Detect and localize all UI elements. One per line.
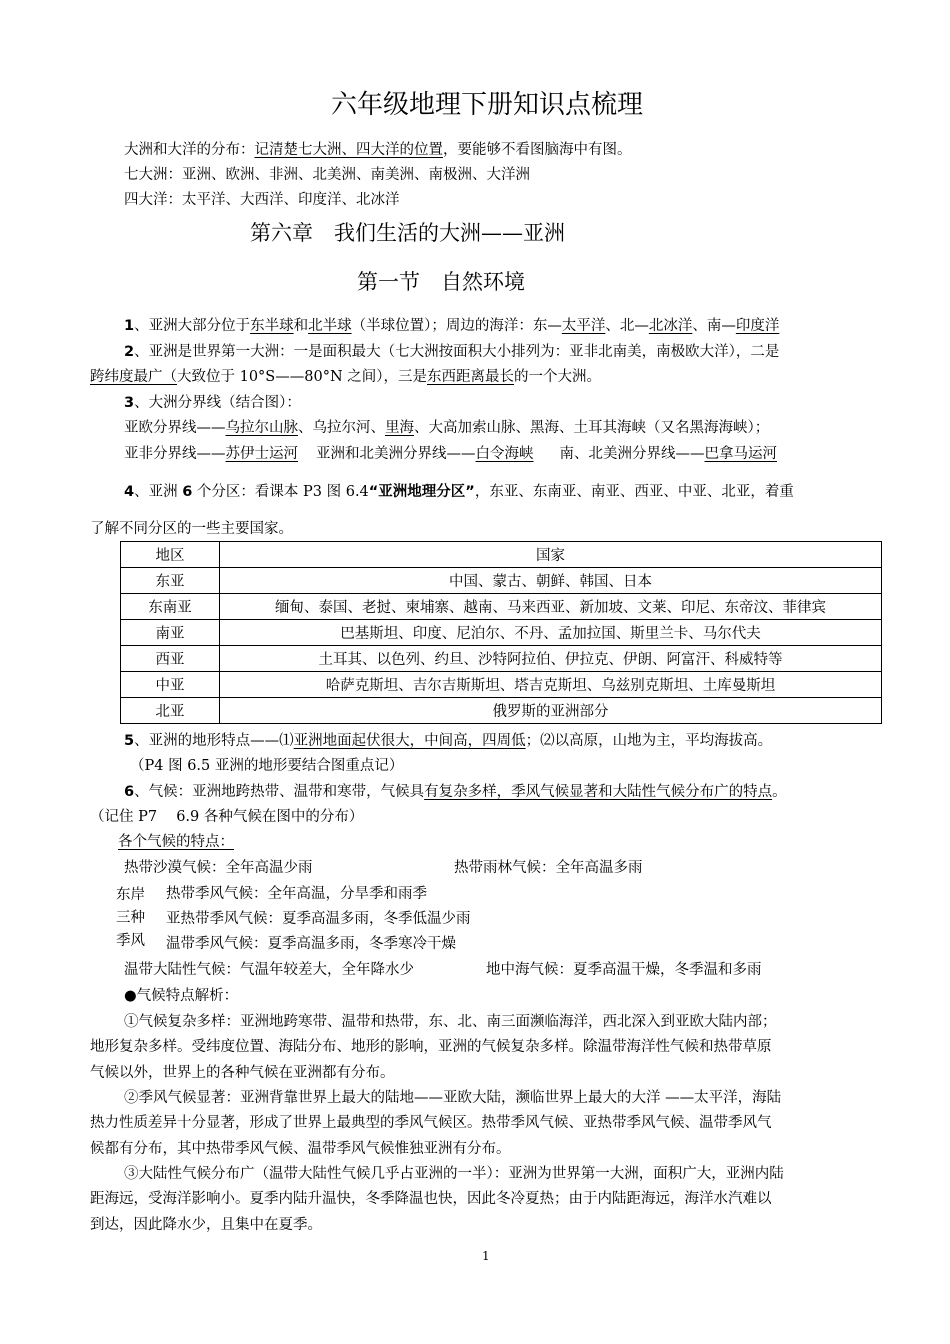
point-number: 4 — [124, 484, 135, 500]
text: ；⑵以高原，山地为主，平均海拔高。 — [525, 733, 773, 749]
page-number: 1 — [482, 1249, 490, 1263]
climate-heading: 各个气候的特点： — [118, 834, 234, 850]
text: 和 — [293, 318, 309, 334]
point-2-cont — [90, 367, 601, 387]
climate-continental: 温带大陆性气候：气温年较差大，全年降水少 — [124, 962, 414, 978]
underlined: 里海 — [385, 420, 414, 436]
analysis-2-cont: 热力性质差异十分显著，形成了世界上最典型的季风气候区。热带季风气候、亚热带季风气候、温带季风气 — [90, 1115, 772, 1131]
table-header-cell: 地区 — [121, 542, 220, 568]
table-row — [121, 698, 882, 724]
bold-text: “亚洲地理分区” — [368, 484, 475, 500]
climate-monsoon-temperate: 温带季风气候：夏季高温多雨，冬季寒冷干燥 — [166, 936, 456, 952]
intro-text: 大洲和大洋的分布： — [124, 142, 255, 158]
section-heading: 第一节 自然环境 — [357, 270, 525, 294]
monsoon-side-label — [116, 884, 145, 953]
point-number: 2 — [124, 344, 135, 360]
intro-line-1 — [124, 140, 632, 160]
climate-mediterranean: 地中海气候：夏季高温干燥，冬季温和多雨 — [486, 962, 762, 978]
table-cell-region: 东亚 — [121, 568, 220, 594]
point-6-cont: （记住 P7 6.9 各种气候在图中的分布） — [90, 809, 364, 825]
bold-number: 6 — [182, 484, 193, 500]
table-cell-countries: 巴基斯坦、印度、尼泊尔、不丹、孟加拉国、斯里兰卡、马尔代夫 — [220, 620, 882, 646]
table-cell-countries: 俄罗斯的亚洲部分 — [220, 698, 882, 724]
text: 、大洲分界线（结合图）： — [134, 395, 301, 411]
table-row — [121, 646, 882, 672]
point-4 — [124, 482, 794, 502]
analysis-1-cont: 气候以外，世界上的各种气候在亚洲都有分布。 — [90, 1065, 395, 1081]
text: 、亚洲 — [134, 484, 183, 500]
regions-table — [120, 541, 882, 724]
climate-tropical-desert: 热带沙漠气候：全年高温少雨 — [124, 860, 313, 876]
analysis-title: ●气候特点解析： — [124, 988, 239, 1004]
analysis-1-cont: 地形复杂多样。受纬度位置、海陆分布、地形的影响，亚洲的气候复杂多样。除温带海洋性气候和热带草原 — [90, 1039, 772, 1055]
underlined: 东西距离最长 — [427, 369, 514, 385]
underlined: 乌拉尔山脉 — [225, 420, 298, 436]
underlined: 白令海峡 — [475, 446, 534, 462]
underlined: 北冰洋 — [648, 318, 693, 334]
point-3-line-2 — [124, 444, 777, 464]
text: 、亚洲大部分位于 — [134, 318, 251, 334]
table-cell-countries: 中国、蒙古、朝鲜、韩国、日本 — [220, 568, 882, 594]
page-title: 六年级地理下册知识点梳理 — [331, 90, 644, 120]
table-cell-countries: 土耳其、以色列、约旦、沙特阿拉伯、伊拉克、伊朗、阿富汗、科威特等 — [220, 646, 882, 672]
text: 、气候：亚洲地跨热带、温带和寒带，气候具 — [134, 784, 425, 800]
text: 、大高加索山脉、黑海、土耳其海峡（又名黑海海峡）； — [414, 420, 770, 436]
underlined: 苏伊士运河 — [225, 446, 298, 462]
table-row — [121, 568, 882, 594]
text: 南、北美洲分界线—— — [559, 446, 705, 462]
point-4-cont: 了解不同分区的一些主要国家。 — [90, 521, 293, 537]
analysis-2-cont: 候都有分布，其中热带季风气候、温带季风气候惟独亚洲有分布。 — [90, 1141, 511, 1157]
point-6 — [124, 782, 787, 802]
table-row — [121, 620, 882, 646]
table-cell-region: 东南亚 — [121, 594, 220, 620]
text: 。 — [772, 784, 787, 800]
text: 、南— — [692, 318, 736, 334]
intro-underlined: 记清楚七大洲、四大洋的位置 — [254, 142, 443, 158]
text: 、乌拉尔河、 — [298, 420, 385, 436]
text: 亚洲和北美洲分界线—— — [316, 446, 476, 462]
underlined: 北半球 — [308, 318, 352, 334]
point-5-cont: （P4 图 6.5 亚洲的地形要结合图重点记） — [130, 758, 404, 774]
intro-line-2: 七大洲：亚洲、欧洲、非洲、北美洲、南美洲、南极洲、大洋洲 — [124, 167, 530, 183]
underlined: 有复杂多样，季风气候显著和大陆性气候分布广的特点 — [424, 784, 773, 800]
underlined: 跨纬度最广（ — [90, 369, 177, 385]
table-row — [121, 672, 882, 698]
point-3-line-1 — [124, 418, 769, 438]
underlined: 东半球 — [250, 318, 294, 334]
point-3 — [124, 393, 301, 413]
underlined: 太平洋 — [561, 318, 606, 334]
analysis-1: ①气候复杂多样：亚洲地跨寒带、温带和热带，东、北、南三面濒临海洋，西北深入到亚欧大陆内部； — [124, 1014, 777, 1030]
table-header-row — [121, 542, 882, 568]
table-cell-region: 北亚 — [121, 698, 220, 724]
intro-line-3: 四大洋：太平洋、大西洋、印度洋、北冰洋 — [124, 192, 400, 208]
text: 个分区：看课本 P3 图 6.4 — [192, 484, 369, 500]
point-number: 1 — [124, 318, 135, 334]
side-label-line: 季风 — [116, 933, 145, 949]
climate-tropical-rainforest: 热带雨林气候：全年高温多雨 — [454, 860, 643, 876]
climate-monsoon-subtropical: 亚热带季风气候：夏季高温多雨，冬季低温少雨 — [166, 911, 471, 927]
analysis-3-cont: 距海远，受海洋影响小。夏季内陆升温快，冬季降温也快，因此冬冷夏热；由于内陆距海远，海洋水汽难以 — [90, 1191, 772, 1207]
point-1 — [124, 316, 779, 336]
side-label-line: 三种 — [116, 910, 145, 926]
text: 的一个大洲。 — [514, 369, 601, 385]
text: （半球位置）；周边的海洋：东— — [351, 318, 562, 334]
table-cell-countries: 缅甸、泰国、老挝、柬埔寨、越南、马来西亚、新加坡、文莱、印尼、东帝汶、菲律宾 — [220, 594, 882, 620]
point-5 — [124, 731, 772, 751]
text: 、亚洲的地形特点——⑴ — [134, 733, 294, 749]
text: 亚非分界线—— — [124, 446, 226, 462]
underlined: 巴拿马运河 — [704, 446, 777, 462]
table-cell-region: 中亚 — [121, 672, 220, 698]
analysis-2: ②季风气候显著：亚洲背靠世界上最大的陆地——亚欧大陆，濒临世界上最大的大洋 ——太平洋，海陆 — [124, 1090, 782, 1106]
chapter-heading: 第六章 我们生活的大洲——亚洲 — [250, 221, 565, 245]
text: 亚欧分界线—— — [124, 420, 226, 436]
underlined: 印度洋 — [735, 318, 780, 334]
table-cell-countries: 哈萨克斯坦、吉尔吉斯斯坦、塔吉克斯坦、乌兹别克斯坦、土库曼斯坦 — [220, 672, 882, 698]
text: 、亚洲是世界第一大洲：一是面积最大（七大洲按面积大小排列为：亚非北南美，南极欧大洋），二是 — [134, 344, 780, 360]
underlined: 亚洲地面起伏很大，中间高，四周低 — [293, 733, 526, 749]
text: ，东亚、东南亚、南亚、西亚、中亚、北亚，着重 — [474, 484, 794, 500]
table-row — [121, 594, 882, 620]
analysis-3-cont: 到达，因此降水少，且集中在夏季。 — [90, 1217, 322, 1233]
point-number: 6 — [124, 784, 135, 800]
table-cell-region: 南亚 — [121, 620, 220, 646]
text: 大致位于 10°S——80°N 之间），三是 — [177, 369, 427, 385]
side-label-line: 东岸 — [116, 887, 145, 903]
intro-text: ，要能够不看图脑海中有图。 — [443, 142, 632, 158]
point-number: 5 — [124, 733, 135, 749]
text: 、北— — [605, 318, 649, 334]
point-2 — [124, 342, 779, 362]
climate-monsoon-tropical: 热带季风气候：全年高温，分旱季和雨季 — [166, 886, 427, 902]
table-cell-region: 西亚 — [121, 646, 220, 672]
point-number: 3 — [124, 395, 135, 411]
analysis-3: ③大陆性气候分布广（温带大陆性气候几乎占亚洲的一半）：亚洲为世界第一大洲，面积广大，亚洲内陆 — [124, 1166, 784, 1182]
table-header-cell: 国家 — [220, 542, 882, 568]
